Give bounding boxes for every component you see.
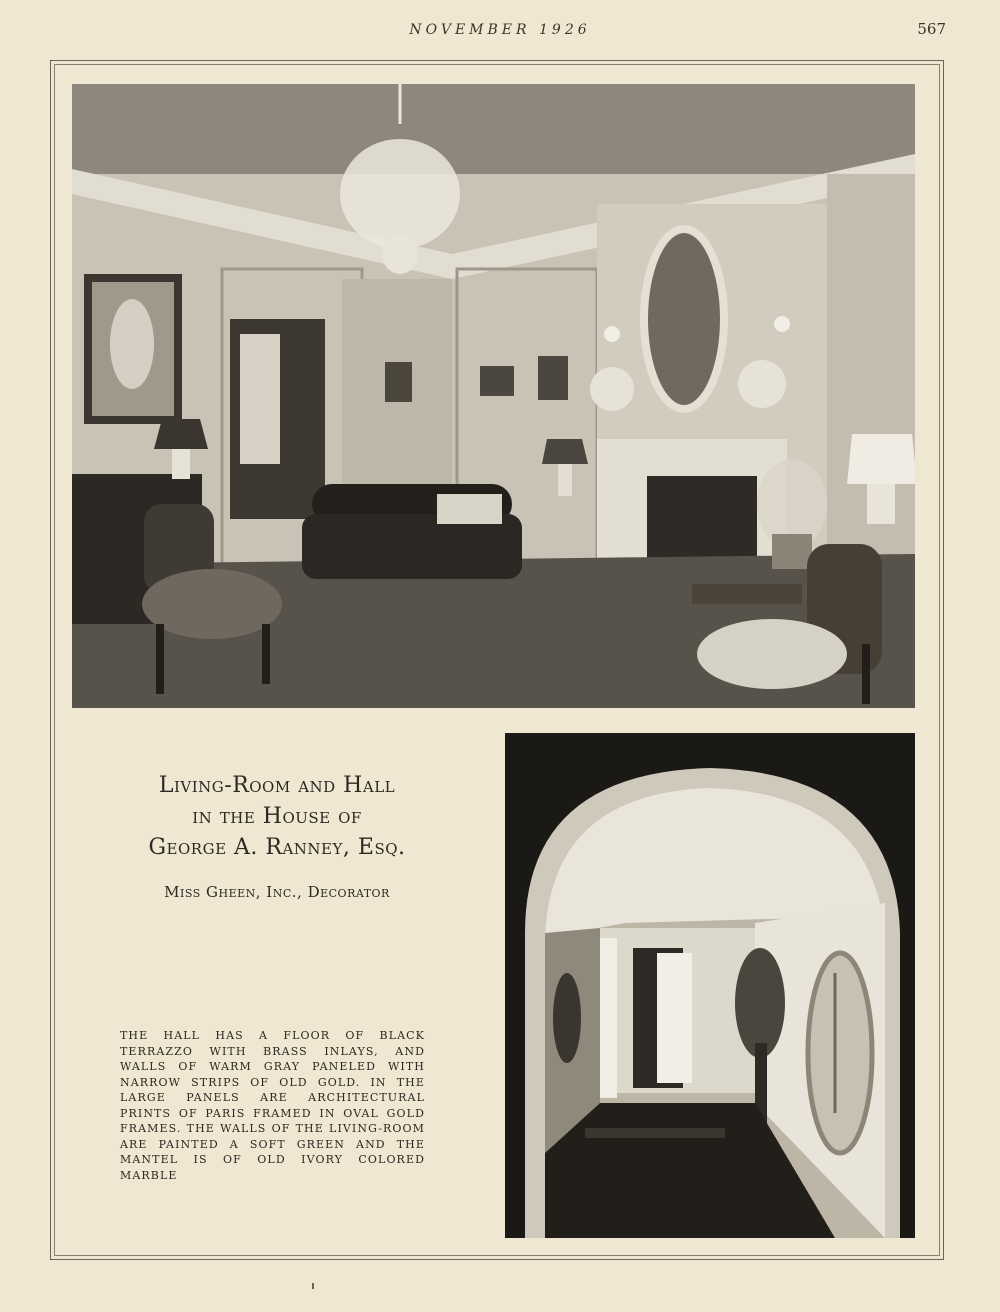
description-text: THE HALL HAS A FLOOR OF BLACK TERRAZZO WITH BRASS INLAYS, AND WALLS OF WARM GRAY PANELED WITH NARROW STRIPS OF OLD GOLD. IN THE LARGE PANELS ARE ARCHITECTURAL PRINTS OF PARIS FRAMED IN OVAL GOLD FRAMES. THE WALLS OF THE LIVING-ROOM ARE PAINTED A SOFT GREEN AND THE MANTEL IS OF OLD IVORY COLORED MARBLE [120,1029,425,1182]
caption-title-line-3: George A. Ranney, Esq. [148,835,406,860]
caption [72,770,482,901]
caption-title-line-1: Living-Room and Hall [158,773,396,798]
page-number: 567 [917,20,946,38]
living-room-photo [72,84,915,708]
caption-title-line-2: in the House of [192,804,362,829]
page-mark [312,1283,314,1289]
running-head: NOVEMBER 1926 [409,22,591,38]
decorator-credit: Miss Gheen, Inc., Decorator [164,883,390,901]
hall-photo [505,733,915,1238]
